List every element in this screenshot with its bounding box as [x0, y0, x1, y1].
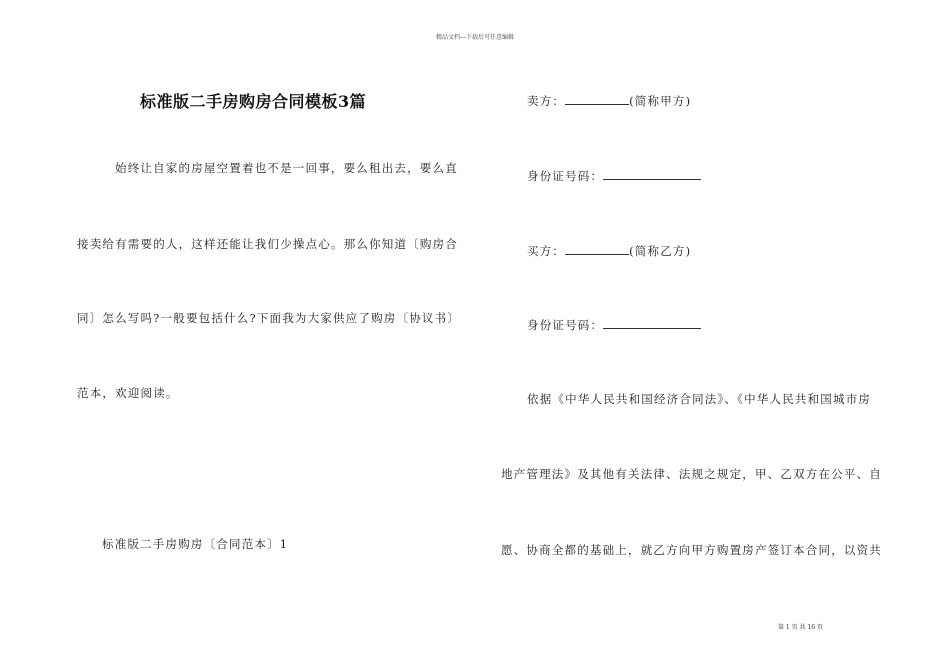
seller-id-row: [527, 168, 701, 184]
buyer-id-blank: [603, 318, 701, 329]
buyer-label: 买方：: [527, 244, 566, 258]
buyer-name-blank: [565, 244, 629, 255]
section-heading: 标准版二手房购房〔合同范本〕1: [102, 537, 289, 551]
seller-row: [527, 93, 691, 109]
seller-id-label: 身份证号码：: [527, 169, 604, 183]
seller-id-blank: [603, 169, 701, 180]
document-title: 标准版二手房购房合同模板3篇: [140, 92, 367, 111]
intro-line-3: 同〕怎么写吗?一般要包括什么?下面我为大家供应了购房〔协议书〕: [77, 311, 461, 325]
seller-label: 卖方：: [527, 94, 566, 108]
seller-suffix: (简称甲方): [629, 94, 692, 108]
buyer-id-label: 身份证号码：: [527, 318, 604, 332]
buyer-row: [527, 243, 691, 259]
page-number: 第 1 页 共 16 页: [778, 624, 823, 631]
contract-body-line-3: 愿、协商全都的基础上，就乙方向甲方购置房产签订本合同，以资共: [501, 543, 882, 557]
seller-name-blank: [565, 94, 629, 105]
contract-body-line-1: 依据《中华人民共和国经济合同法》、《中华人民共和国城市房: [527, 392, 872, 406]
buyer-id-row: [527, 317, 701, 333]
intro-line-1: 始终让自家的房屋空置着也不是一回事，要么租出去，要么直: [115, 161, 458, 175]
intro-line-4: 范本，欢迎阅读。: [77, 386, 179, 400]
contract-body-line-2: 地产管理法》及其他有关法律、法规之规定，甲、乙双方在公平、自: [501, 467, 882, 481]
page-header: 精品文档---下载后可任意编辑: [435, 34, 515, 41]
intro-line-2: 接卖给有需要的人，这样还能让我们少操点心。那么你知道〔购房合: [77, 237, 458, 251]
buyer-suffix: (简称乙方): [629, 244, 692, 258]
